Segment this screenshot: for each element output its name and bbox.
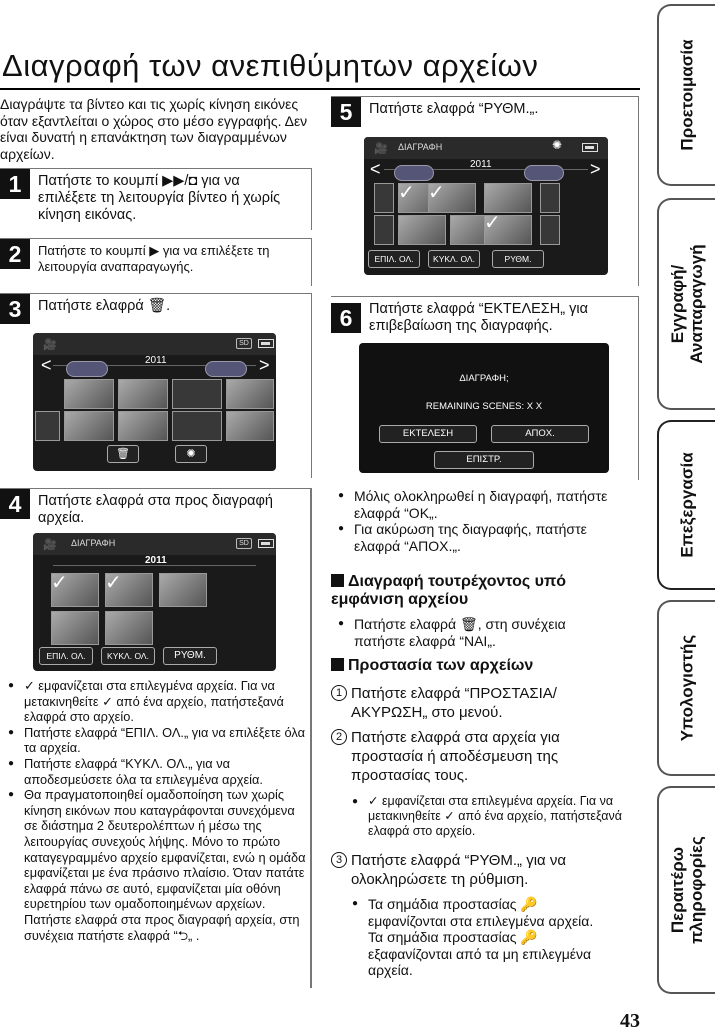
step-circle: 3 bbox=[331, 852, 347, 868]
thumbnail[interactable] bbox=[226, 411, 274, 441]
thumbnail[interactable] bbox=[484, 183, 532, 213]
tab-computer[interactable] bbox=[657, 600, 715, 776]
thumbnail[interactable] bbox=[118, 379, 168, 409]
screen-step4 bbox=[33, 533, 276, 671]
thumbnail[interactable] bbox=[118, 411, 168, 441]
dialog-remaining: REMAINING SCENES: X X bbox=[425, 401, 543, 412]
step-circle: 1 bbox=[331, 685, 347, 701]
note-item: ● Θα πραγματοποιηθεί ομαδοποίηση των χωρίς κίνηση εικόνων που καταγράφονται συνεχόμενα σε διάστημα 2 δευτερολέπτων ή μέσω της λειτουργίας συνεχούς λήψης. Μόνο το πρώτο καταγεγραμμένο αρχείο εμφανίζεται, ενώ η ομάδα εμφανίζεται με ένα πράσινο πλαίσιο. Όταν πατάτε ελαφρά πάνω σε αυτό, εμφανίζεται μία οθόνη ευρετηρίου των ομαδοποιημένων αρχείων. Πατήστε ελαφρά στα προς διαγραφή αρχεία, στη συνέχεια πατήστε ελαφρά “⮌„ . bbox=[8, 787, 308, 943]
thumbnail[interactable] bbox=[398, 215, 446, 245]
step-text: Πατήστε ελαφρά “ΕΚΤΕΛΕΣΗ„ για επιβεβαίωση της διαγραφής. bbox=[369, 301, 588, 334]
step-text: Πατήστε ελαφρά “ΡΥΘΜ.„. bbox=[369, 101, 539, 117]
battery-icon bbox=[258, 339, 274, 348]
settings-button[interactable]: ✺ bbox=[175, 445, 207, 463]
step-number: 2 bbox=[0, 239, 30, 269]
step-circle: 2 bbox=[331, 729, 347, 745]
step-text: Πατήστε το κουμπί ▶▶/◘ για να επιλέξετε τη λειτουργία βίντεο ή χωρίς κίνηση εικόνας. bbox=[38, 173, 281, 223]
year-label: 2011 bbox=[470, 159, 492, 170]
thumbnail[interactable] bbox=[159, 573, 207, 607]
cancel-button[interactable]: ΑΠΟΧ. bbox=[491, 425, 589, 443]
step-number: 4 bbox=[0, 489, 30, 519]
clear-all-button[interactable]: ΚΥΚΛ. ΟΛ. bbox=[101, 647, 155, 665]
column-divider bbox=[310, 488, 312, 988]
intro-text: Διαγράψτε τα βίντεο και τις χωρίς κίνηση εικόνες όταν εξαντλείται ο χώρος στο μέσο εγγραφής. Δεν είναι δυνατή η επανάκτηση των διαγραμμένων αρχείων. bbox=[0, 96, 308, 162]
tab-label: Εγγραφή/ Αναπαραγωγή bbox=[668, 244, 706, 364]
note-item: ● Για ακύρωση της διαγραφής, πατήστε ελαφρά “ΑΠΟΧ.„. bbox=[338, 521, 608, 554]
thumbnail[interactable] bbox=[51, 611, 99, 645]
year-label: 2011 bbox=[145, 355, 167, 366]
section-protect-title: Προστασία των αρχείων bbox=[331, 657, 631, 675]
sd-card-icon: SD bbox=[236, 338, 252, 349]
checkmark-icon: ✓ bbox=[105, 572, 122, 594]
page-number: 43 bbox=[620, 1010, 640, 1032]
tab-editing[interactable] bbox=[657, 420, 715, 590]
step-2 bbox=[0, 238, 312, 286]
note-item: ● Τα σημάδια προστασίας 🔑 εμφανίζονται στα επιλεγμένα αρχεία. Τα σημάδια προστασίας 🔑 εξαφανίζονται από τα μη επιλεγμένα αρχεία. bbox=[352, 896, 602, 979]
protect-step-text: Πατήστε ελαφρά στα αρχεία για προστασία ή αποδέσμευση της προστασίας τους. bbox=[351, 729, 560, 784]
screen-topbar bbox=[364, 137, 608, 159]
tab-preparation[interactable] bbox=[657, 4, 715, 186]
note-item: ● ✓ εμφανίζεται στα επιλεγμένα αρχεία. Για να μετακινηθείτε ✓ από ένα αρχείο, πατήστεξανά ελαφρά στο αρχείο. bbox=[352, 794, 642, 839]
thumbnail[interactable] bbox=[374, 183, 394, 213]
thumbnail[interactable] bbox=[540, 215, 560, 245]
tab-label: Επεξεργασία bbox=[677, 452, 697, 558]
video-camera-icon: 🎥 bbox=[43, 339, 57, 351]
video-camera-icon: 🎥 bbox=[43, 539, 57, 551]
square-bullet-icon bbox=[331, 658, 344, 671]
note-item: ● Μόλις ολοκληρωθεί η διαγραφή, πατήστε ελαφρά “ΟΚ„. bbox=[338, 488, 608, 521]
return-button[interactable]: ΕΠΙΣΤΡ. bbox=[434, 451, 534, 469]
protect-step-text: Πατήστε ελαφρά “ΡΥΘΜ.„ για να ολοκληρώσετε τη ρύθμιση. bbox=[351, 852, 567, 888]
thumbnail[interactable] bbox=[374, 215, 394, 245]
delete-mode-label: ΔΙΑΓΡΑΦΗ bbox=[398, 142, 443, 152]
step-number: 3 bbox=[0, 294, 30, 324]
screen-step6-dialog bbox=[359, 343, 609, 473]
tab-label: Προετοιμασία bbox=[677, 39, 697, 151]
protect-step-3-note bbox=[352, 896, 602, 979]
checkmark-icon: ✓ bbox=[428, 182, 445, 204]
battery-icon bbox=[582, 143, 598, 152]
note-item: ● Πατήστε ελαφρά “ΚΥΚΛ. ΟΛ.„ για να αποδεσμεύσετε όλα τα επιλεγμένα αρχεία. bbox=[8, 756, 308, 787]
step4-notes bbox=[8, 678, 308, 943]
year-label: 2011 bbox=[145, 555, 167, 566]
protect-step-3 bbox=[331, 851, 631, 889]
protect-step-1 bbox=[331, 684, 631, 722]
group-pill[interactable] bbox=[66, 361, 108, 377]
thumbnail[interactable] bbox=[172, 411, 222, 441]
protect-step-2 bbox=[331, 728, 631, 785]
settings-icon: ✺ bbox=[552, 138, 563, 152]
next-arrow-icon[interactable]: > bbox=[259, 355, 270, 375]
dialog-title: ΔΙΑΓΡΑΦΗ; bbox=[459, 373, 509, 384]
tab-further-info[interactable] bbox=[657, 786, 715, 994]
note-item: ● ✓ εμφανίζεται στα επιλεγμένα αρχεία. Για να μετακινηθείτε ✓ από ένα αρχείο, πατήστεξανά ελαφρά στο αρχείο. bbox=[8, 678, 308, 725]
page-title: Διαγραφή των ανεπιθύμητων αρχείων bbox=[2, 48, 539, 83]
group-pill[interactable] bbox=[205, 361, 247, 377]
section-delete-current-note bbox=[338, 616, 618, 649]
tab-label: Υπολογιστής bbox=[677, 634, 697, 742]
checkmark-icon: ✓ bbox=[398, 182, 415, 204]
thumbnail[interactable] bbox=[64, 411, 114, 441]
execute-button[interactable]: ΕΚΤΕΛΕΣΗ bbox=[379, 425, 477, 443]
delete-mode-label: ΔΙΑΓΡΑΦΗ bbox=[71, 538, 116, 548]
note-item: ● Πατήστε ελαφρά “ΕΠΙΛ. ΟΛ.„ για να επιλέξετε όλα τα αρχεία. bbox=[8, 725, 308, 756]
section-delete-current-title: Διαγραφή τουτρέχοντος υπό εμφάνιση αρχείου bbox=[331, 573, 566, 608]
set-button[interactable]: ΡΥΘΜ. bbox=[492, 250, 544, 268]
step6-notes bbox=[338, 488, 608, 554]
tab-record-playback[interactable] bbox=[657, 198, 715, 410]
step-number: 1 bbox=[0, 169, 30, 199]
checkmark-icon: ✓ bbox=[484, 212, 501, 234]
thumbnail[interactable] bbox=[105, 611, 153, 645]
square-bullet-icon bbox=[331, 574, 344, 587]
battery-icon bbox=[258, 539, 274, 548]
screen-topbar bbox=[33, 533, 276, 555]
video-camera-icon: 🎥 bbox=[374, 143, 388, 155]
select-all-button[interactable]: ΕΠΙΛ. ΟΛ. bbox=[368, 250, 420, 268]
next-arrow-icon[interactable]: > bbox=[590, 159, 601, 179]
thumbnail[interactable] bbox=[35, 411, 60, 441]
screen-topbar bbox=[33, 333, 276, 355]
step-1 bbox=[0, 168, 312, 230]
protect-step-text: Πατήστε ελαφρά “ΠΡΟΣΤΑΣΙΑ/ ΑΚΥΡΩΣΗ„ στο μενού. bbox=[351, 685, 557, 721]
title-divider bbox=[0, 88, 640, 90]
step-number: 6 bbox=[331, 303, 361, 333]
thumbnail[interactable] bbox=[226, 379, 274, 409]
step-text: Πατήστε ελαφρά στα προς διαγραφή αρχεία. bbox=[38, 493, 273, 526]
thumbnail[interactable] bbox=[64, 379, 114, 409]
prev-arrow-icon[interactable]: < bbox=[41, 355, 52, 375]
set-button[interactable]: ΡΥΘΜ. bbox=[163, 647, 217, 665]
sd-card-icon: SD bbox=[236, 538, 252, 549]
thumbnail[interactable] bbox=[540, 183, 560, 213]
tab-label: Περαιτέρω πληροφορίες bbox=[668, 836, 706, 944]
step-text: Πατήστε το κουμπί ▶ για να επιλέξετε τη λειτουργία αναπαραγωγής. bbox=[38, 243, 270, 274]
step-number: 5 bbox=[331, 97, 361, 127]
screen-step5 bbox=[364, 137, 608, 275]
group-pill[interactable] bbox=[524, 165, 564, 181]
protect-step-2-note bbox=[352, 794, 642, 839]
screen-step3 bbox=[33, 333, 276, 471]
clear-all-button[interactable]: ΚΥΚΛ. ΟΛ. bbox=[428, 250, 480, 268]
trash-button[interactable]: 🗑 bbox=[107, 445, 139, 463]
group-pill[interactable] bbox=[394, 165, 434, 181]
step-text: Πατήστε ελαφρά 🗑. bbox=[38, 298, 171, 314]
prev-arrow-icon[interactable]: < bbox=[370, 159, 381, 179]
select-all-button[interactable]: ΕΠΙΛ. ΟΛ. bbox=[39, 647, 93, 665]
checkmark-icon: ✓ bbox=[51, 572, 68, 594]
thumbnail[interactable] bbox=[172, 379, 222, 409]
note-item: ● Πατήστε ελαφρά 🗑, στη συνέχεια πατήστε ελαφρά “ΝΑΙ„. bbox=[338, 616, 618, 649]
